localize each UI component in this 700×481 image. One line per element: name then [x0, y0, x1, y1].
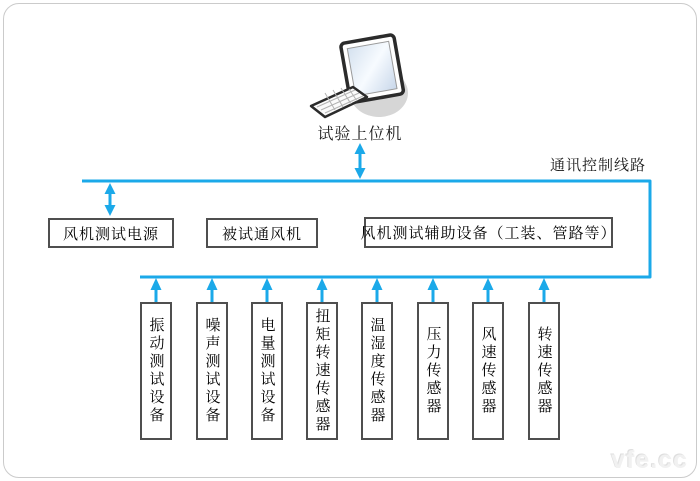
node-label: 扭矩转速传感器	[313, 308, 331, 434]
arrow-sensor-2	[207, 278, 218, 302]
node-label: 温湿度传感器	[368, 317, 386, 425]
node-label: 转速传感器	[535, 326, 553, 416]
node-label: 压力传感器	[424, 326, 442, 416]
bus-label: 通讯控制线路	[550, 157, 647, 174]
arrow-sensor-1	[151, 278, 162, 302]
node-auxiliary-equipment	[360, 217, 617, 248]
node-label: 风机测试电源	[62, 225, 159, 243]
node-torque-speed-sensor	[306, 302, 338, 440]
node-pressure-sensor	[417, 302, 449, 440]
arrow-sensor-8	[539, 278, 550, 302]
host-computer-label: 试验上位机	[317, 126, 403, 143]
arrow-host-bus	[355, 143, 366, 179]
node-wind-speed-sensor	[472, 302, 504, 440]
node-rotation-speed-sensor	[528, 302, 560, 440]
node-label: 风机测试辅助设备（工装、管路等）	[360, 225, 617, 242]
node-noise-test-equipment	[196, 302, 228, 440]
node-vibration-test-equipment	[140, 302, 172, 440]
node-temp-humidity-sensor	[361, 302, 393, 440]
node-fan-under-test	[206, 218, 318, 248]
arrow-sensor-3	[262, 278, 273, 302]
node-label: 电量测试设备	[258, 317, 276, 425]
node-power-measurement-equipment	[251, 302, 283, 440]
arrow-sensor-4	[317, 278, 328, 302]
node-label: 振动测试设备	[147, 317, 165, 425]
arrow-bus-power	[105, 183, 116, 216]
arrow-sensor-5	[372, 278, 383, 302]
node-label: 噪声测试设备	[203, 317, 221, 425]
arrow-sensor-7	[483, 278, 494, 302]
node-fan-test-power	[48, 218, 174, 248]
watermark: vfe.cc	[611, 446, 688, 474]
arrow-sensor-6	[428, 278, 439, 302]
node-label: 风速传感器	[479, 326, 497, 416]
node-label: 被试通风机	[221, 225, 302, 243]
